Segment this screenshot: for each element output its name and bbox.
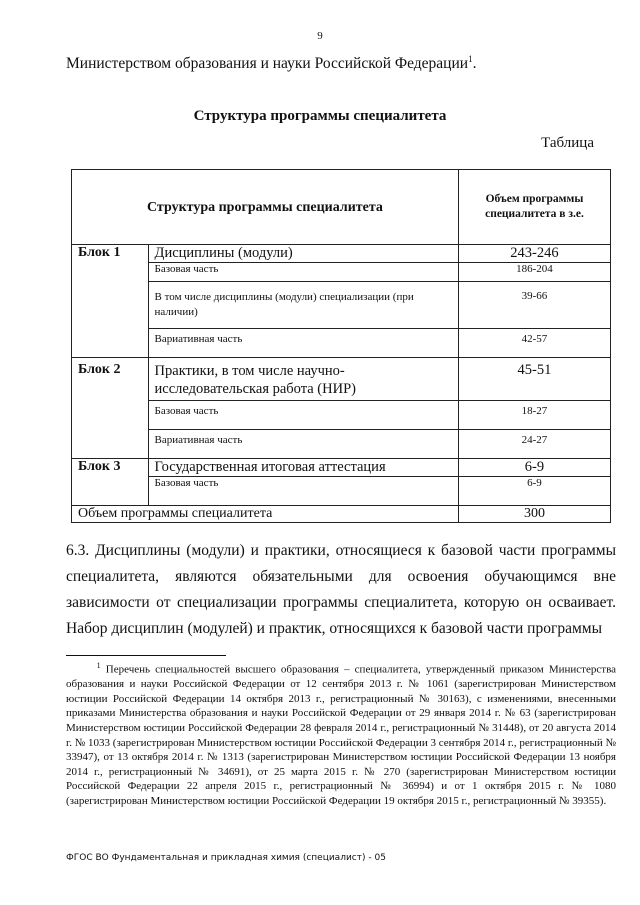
total-value: 300: [458, 506, 610, 523]
program-structure-table: [71, 169, 611, 523]
block-value: 243-246: [458, 245, 610, 263]
footnote-mark: 1: [96, 661, 101, 670]
table-row: [72, 358, 611, 401]
block-label: Блок 1: [72, 245, 149, 358]
row-value: 39-66: [458, 282, 610, 329]
table-label: Таблица: [541, 135, 594, 151]
row-name: В том числе дисциплины (модули) специализации (при наличии): [148, 282, 458, 329]
row-name: Базовая часть: [148, 477, 458, 506]
table-row: [72, 401, 611, 430]
row-value: 186-204: [458, 263, 610, 282]
footnote-divider: [66, 655, 226, 656]
footnote-reference[interactable]: 1: [468, 54, 473, 64]
table-row: [72, 245, 611, 263]
total-label: Объем программы специалитета: [72, 506, 459, 523]
row-name: Базовая часть: [148, 401, 458, 430]
row-name: Базовая часть: [148, 263, 458, 282]
table-row: [72, 263, 611, 282]
table-row: [72, 329, 611, 358]
block-title: Дисциплины (модули): [148, 245, 458, 263]
row-name: Вариативная часть: [148, 430, 458, 459]
footnote: [66, 659, 616, 809]
block-title: Практики, в том числе научно-исследовательская работа (НИР): [148, 358, 458, 401]
total-row: [72, 506, 611, 523]
intro-text: Министерством образования и науки Российской Федерации: [66, 55, 469, 73]
section-title: Структура программы специалитета: [193, 108, 447, 124]
table-row: [72, 282, 611, 329]
footnote-text: Перечень специальностей высшего образования – специалитета, утвержденный приказом Министерства образования и науки Российской Федерации от 12 сентября 2013 г. № 1061 (зарегистрирован Министерством юстиции Российской Федерации 14 октября 2013 г., регистрационный № 30163), с изменениями, внесенными приказами Министерства образования и науки Российской Федерации от 29 января 2014 г. № 63 (зарегистрирован Министерством юстиции Российской Федерации 28 февраля 2014 г., регистрационный № 31448), от 20 августа 2014 г. № 1033 (зарегистрирован Министерством юстиции Российской Федерации 3 сентября 2014 г., регистрационный № 33947), от 13 октября 2014 г. № 1313 (зарегистрирован Министерством юстиции Российской Федерации 13 ноября 2014 г., регистрационный № 34691), от 25 марта 2015 г. № 270 (зарегистрирован Министерством юстиции Российской Федерации 22 апреля 2015 г., регистрационный № 36994) и от 1 октября 2015 г. № 1080 (зарегистрирован Министерством юстиции Российской Федерации 19 октября 2015 г., регистрационный № 39355).: [66, 663, 616, 807]
block-label: Блок 3: [72, 459, 149, 506]
page-footer: ФГОС ВО Фундаментальная и прикладная химия (специалист) - 05: [66, 853, 386, 863]
row-value: 6-9: [458, 477, 610, 506]
table-header-row: [72, 170, 611, 245]
table-row: [72, 430, 611, 459]
intro-line: [66, 54, 476, 73]
row-value: 18-27: [458, 401, 610, 430]
row-value: 42-57: [458, 329, 610, 358]
intro-end: .: [472, 55, 477, 73]
table-row: [72, 459, 611, 477]
header-volume: Объем программы специалитета в з.е.: [458, 170, 610, 245]
block-value: 6-9: [458, 459, 610, 477]
paragraph-6-3: 6.3. Дисциплины (модули) и практики, относящиеся к базовой части программы специалитета, являются обязательными для освоения обучающимся вне зависимости от специализации программы специалитета, которую он осваивает. Набор дисциплин (модулей) и практик, относящихся к базовой части программы: [66, 542, 616, 637]
table-row: [72, 477, 611, 506]
row-value: 24-27: [458, 430, 610, 459]
page-number: 9: [317, 30, 323, 42]
block-value: 45-51: [458, 358, 610, 401]
row-name: Вариативная часть: [148, 329, 458, 358]
header-structure: Структура программы специалитета: [72, 170, 459, 245]
block-title: Государственная итоговая аттестация: [148, 459, 458, 477]
block-label: Блок 2: [72, 358, 149, 459]
